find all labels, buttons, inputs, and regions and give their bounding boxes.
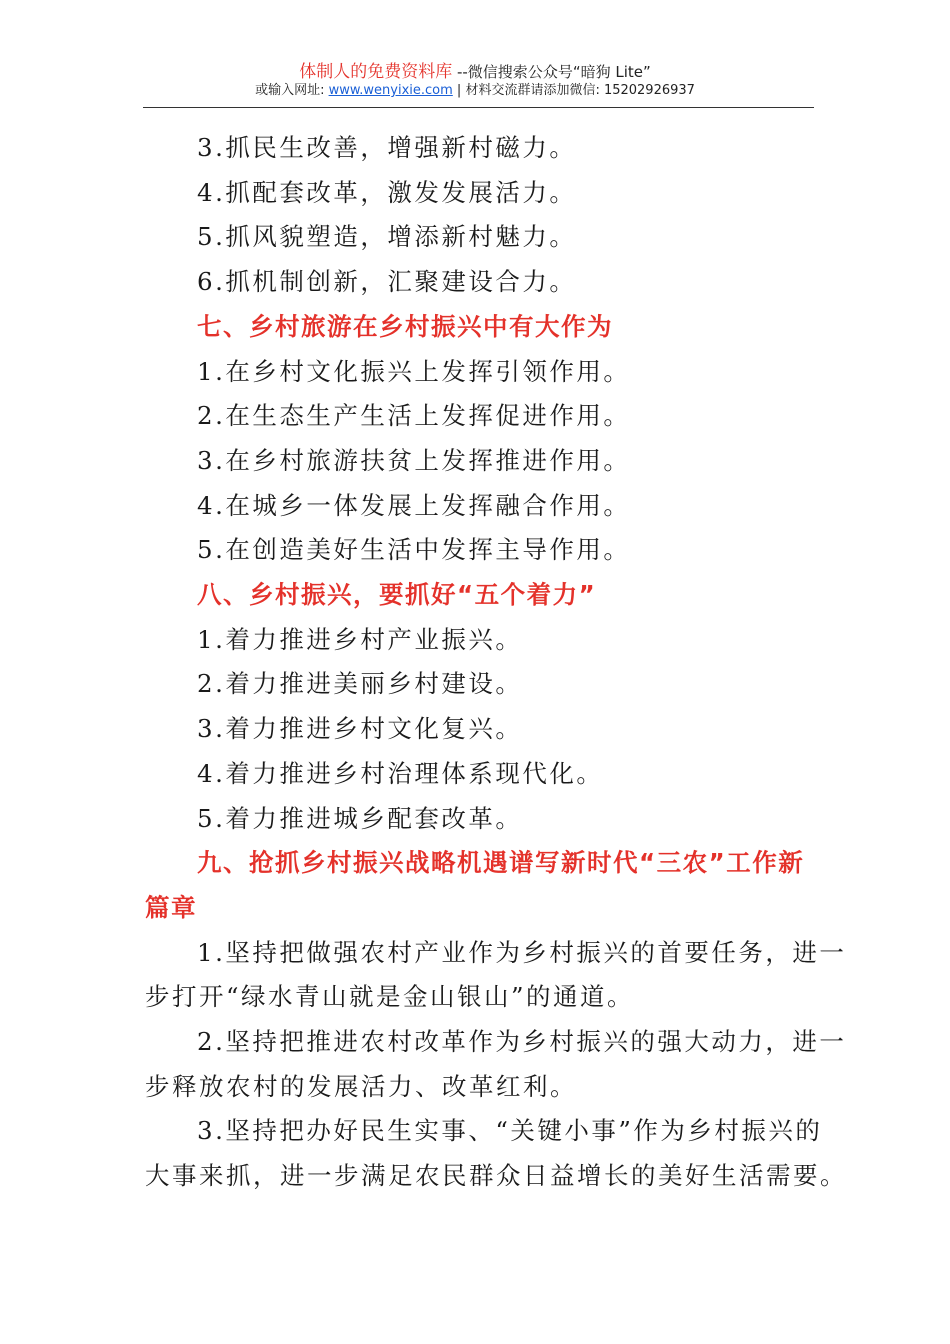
list-item: 5.着力推进城乡配套改革。 bbox=[197, 803, 523, 833]
list-item: 3.抓民生改善，增强新村磁力。 bbox=[197, 133, 577, 162]
document-body bbox=[145, 126, 847, 1199]
header-contact-line bbox=[0, 82, 950, 100]
paragraph-line: 大事来抓，进一步满足农民群众日益增长的美好生活需要。 bbox=[145, 1161, 847, 1191]
section-heading-9-line1: 九、抢抓乡村振兴战略机遇谱写新时代“三农”工作新 bbox=[197, 848, 805, 878]
list-item: 3.着力推进乡村文化复兴。 bbox=[197, 714, 523, 744]
paragraph-line: 3.坚持把办好民生实事、“关键小事”作为乡村振兴的 bbox=[197, 1116, 823, 1146]
paragraph bbox=[145, 1109, 847, 1198]
list-item: 6.抓机制创新，汇聚建设合力。 bbox=[197, 267, 577, 297]
header-url-prefix: 或输入网址: bbox=[255, 83, 329, 98]
header-url-link[interactable]: www.wenyixie.com bbox=[328, 83, 453, 98]
list-item: 5.在创造美好生活中发挥主导作用。 bbox=[197, 535, 631, 565]
list-item: 4.在城乡一体发展上发挥融合作用。 bbox=[197, 490, 631, 520]
list-item: 4.着力推进乡村治理体系现代化。 bbox=[197, 758, 604, 788]
list-item: 5.抓风貌塑造，增添新村魅力。 bbox=[197, 222, 577, 252]
section-heading-9 bbox=[145, 841, 813, 930]
paragraph bbox=[145, 1020, 847, 1109]
list-item: 1.在乡村文化振兴上发挥引领作用。 bbox=[197, 356, 631, 386]
header-title-line bbox=[0, 62, 950, 82]
list-item: 1.着力推进乡村产业振兴。 bbox=[197, 624, 523, 654]
header-url-suffix: | 材料交流群请添加微信: 15202926937 bbox=[452, 83, 695, 98]
page-header bbox=[0, 62, 950, 100]
paragraph-line: 步打开“绿水青山就是金山银山”的通道。 bbox=[145, 982, 635, 1012]
section-heading-9-line2: 篇章 bbox=[145, 892, 197, 922]
paragraph-line: 2.坚持把推进农村改革作为乡村振兴的强大动力，进一 bbox=[197, 1027, 847, 1057]
header-brand: 体制人的免费资料库 bbox=[299, 62, 453, 82]
list-item: 3.在乡村旅游扶贫上发挥推进作用。 bbox=[197, 445, 631, 475]
paragraph-line: 步释放农村的发展活力、改革红利。 bbox=[145, 1071, 577, 1101]
header-tagline: --微信搜索公众号“暗狗 Lite” bbox=[452, 63, 651, 81]
header-divider bbox=[143, 107, 814, 108]
paragraph-line: 1.坚持把做强农村产业作为乡村振兴的首要任务，进一 bbox=[197, 937, 847, 967]
list-item: 2.在生态生产生活上发挥促进作用。 bbox=[197, 401, 631, 431]
paragraph bbox=[145, 931, 847, 1020]
section-heading-7: 七、乡村旅游在乡村振兴中有大作为 bbox=[197, 311, 613, 341]
list-item: 4.抓配套改革，激发发展活力。 bbox=[197, 177, 577, 207]
section-heading-8: 八、乡村振兴，要抓好“五个着力” bbox=[197, 580, 597, 610]
list-item: 2.着力推进美丽乡村建设。 bbox=[197, 669, 523, 699]
